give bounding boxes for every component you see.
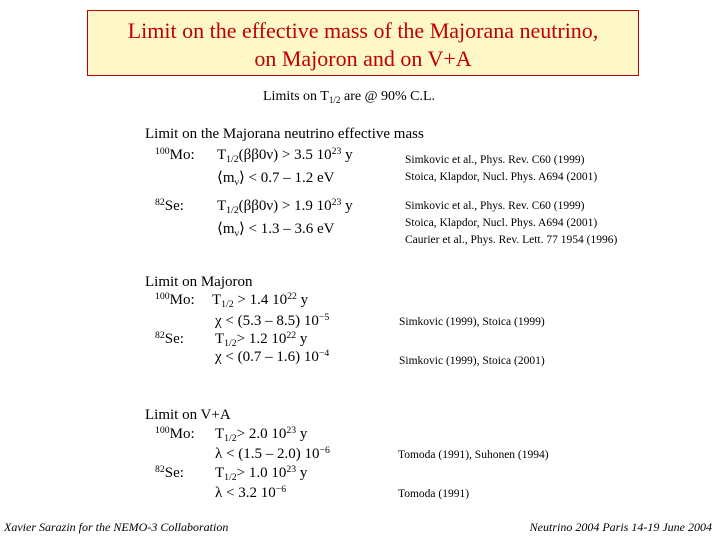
- mo-majorana-isotope: $^{100}$Mo:: [155, 146, 195, 163]
- reference: Stoica, Klapdor, Nucl. Phys. A694 (2001): [405, 217, 598, 229]
- se-majoron-coupling: χ < (0.7 – 1.6) $10^{-4}$: [215, 348, 330, 365]
- se-majoron-isotope: $^{82}$Se:: [155, 330, 184, 347]
- se-majoron-ref: Simkovic (1999), Stoica (2001): [399, 355, 545, 367]
- se-majoron-halflife: $T_{1/2}> 1.2$ $10^{22}$ y: [215, 330, 308, 349]
- se-majorana-isotope: $^{82}$Se:: [155, 197, 184, 214]
- title-line-1: Limit on the effective mass of the Majorana neutrino,: [127, 18, 599, 43]
- mo-majoron-ref: Simkovic (1999), Stoica (1999): [399, 316, 545, 328]
- mo-majoron-coupling: χ < (5.3 – 8.5) $10^{-5}$: [215, 312, 330, 329]
- mo-va-halflife: $T_{1/2}> 2.0$ $10^{23}$ y: [215, 425, 308, 444]
- footer-author: Xavier Sarazin for the NEMO-3 Collaboration: [4, 520, 229, 534]
- section-majoron-heading: Limit on Majoron: [145, 274, 253, 290]
- mo-va-ref: Tomoda (1991), Suhonen (1994): [398, 449, 549, 461]
- reference: Stoica, Klapdor, Nucl. Phys. A694 (2001): [405, 171, 598, 183]
- se-va-halflife: $T_{1/2}> 1.0$ $10^{23}$ y: [215, 464, 308, 483]
- slide-title: [87, 10, 639, 76]
- section-majorana-heading: Limit on the Majorana neutrino effective mass: [145, 126, 424, 142]
- se-majorana-refs: [405, 198, 617, 249]
- mo-majoron-isotope: $^{100}$Mo:: [155, 291, 195, 308]
- se-majorana-halflife: $T_{1/2}(\beta\beta 0\nu) > 1.9$ $10^{23}$ y: [217, 197, 353, 216]
- mo-majorana-refs: [405, 152, 597, 186]
- mo-majorana-halflife: $T_{1/2}(\beta\beta 0\nu) > 3.5$ $10^{23}$ y: [217, 146, 353, 165]
- mo-va-coupling: λ < (1.5 – 2.0) $10^{-6}$: [215, 445, 330, 462]
- reference: Caurier et al., Phys. Rev. Lett. 77 1954 (1996): [405, 234, 618, 246]
- se-va-ref: Tomoda (1991): [398, 488, 470, 500]
- title-line-2: on Majoron and on V+A: [254, 46, 472, 71]
- mo-va-isotope: $^{100}$Mo:: [155, 425, 195, 442]
- confidence-note: Limits on $T_{1/2}$ are @ 90% C.L.: [263, 89, 436, 105]
- footer-conference: Neutrino 2004 Paris 14-19 June 2004: [529, 520, 712, 534]
- mo-majorana-mass: $⟨m_\nu⟩ < 0.7 - 1.2$ eV: [217, 170, 335, 188]
- reference: Simkovic et al., Phys. Rev. C60 (1999): [405, 200, 585, 212]
- se-majorana-mass: $⟨m_\nu⟩ < 1.3 - 3.6$ eV: [217, 221, 335, 239]
- se-va-coupling: λ < 3.2 $10^{-6}$: [215, 484, 287, 501]
- mo-majoron-halflife: $T_{1/2} > 1.4$ $10^{22}$ y: [212, 291, 309, 310]
- se-va-isotope: $^{82}$Se:: [155, 464, 184, 481]
- reference: Simkovic et al., Phys. Rev. C60 (1999): [405, 154, 585, 166]
- section-va-heading: Limit on V+A: [145, 407, 231, 423]
